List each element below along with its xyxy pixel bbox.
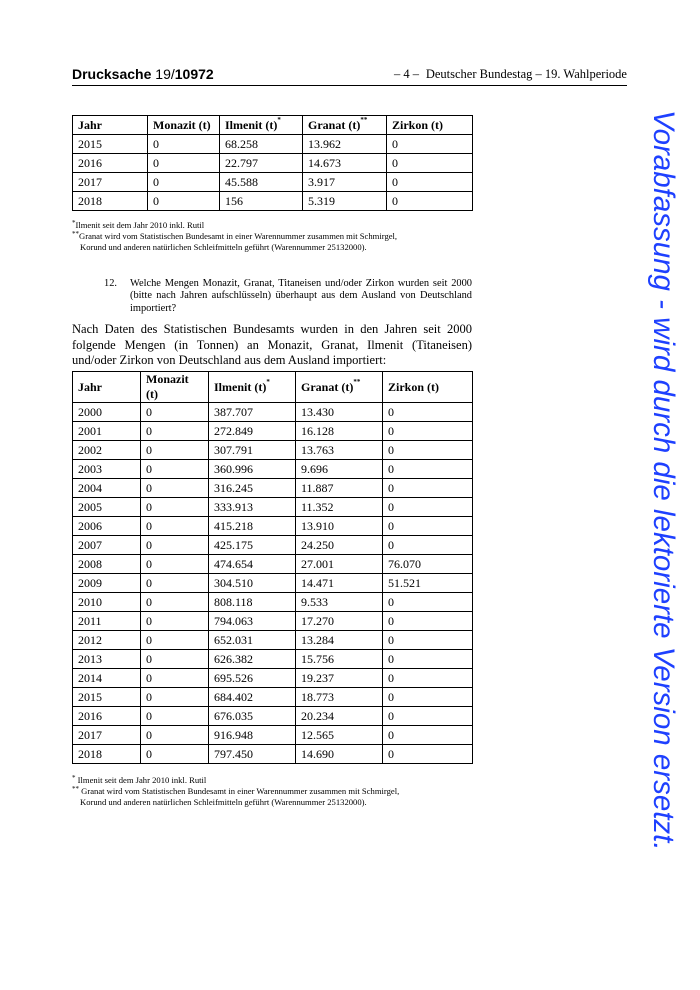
table-cell: 2016 bbox=[73, 707, 141, 726]
table-cell: 0 bbox=[141, 745, 209, 764]
table-cell: 0 bbox=[383, 707, 473, 726]
table-row bbox=[73, 707, 473, 726]
question-number: 12. bbox=[104, 278, 117, 289]
table-cell: 0 bbox=[141, 422, 209, 441]
question-text: Welche Mengen Monazit, Granat, Titaneisen und/oder Zirkon wurden seit 2000 (bitte nach Jahren aufschlüsseln) überhaupt aus dem Ausland von Deutschland importiert? bbox=[130, 278, 472, 314]
table-cell: 2000 bbox=[73, 403, 141, 422]
table-cell: 0 bbox=[141, 650, 209, 669]
footnotes-table2 bbox=[72, 775, 472, 808]
table-cell: 2004 bbox=[73, 479, 141, 498]
table-row bbox=[73, 173, 473, 192]
table-cell: 27.001 bbox=[296, 555, 383, 574]
table-row bbox=[73, 498, 473, 517]
question-12 bbox=[104, 278, 472, 315]
table-cell: 794.063 bbox=[209, 612, 296, 631]
table-cell: 0 bbox=[387, 135, 473, 154]
table-cell: 76.070 bbox=[383, 555, 473, 574]
table-cell: 0 bbox=[383, 631, 473, 650]
table-cell: 13.763 bbox=[296, 441, 383, 460]
table-cell: 0 bbox=[383, 726, 473, 745]
table-cell: 0 bbox=[383, 745, 473, 764]
table-row bbox=[73, 135, 473, 154]
table-cell: 2014 bbox=[73, 669, 141, 688]
header-rule bbox=[72, 85, 627, 86]
table-cell: 9.533 bbox=[296, 593, 383, 612]
col-zirkon: Zirkon (t) bbox=[383, 372, 473, 403]
table-cell: 0 bbox=[141, 574, 209, 593]
table-cell: 425.175 bbox=[209, 536, 296, 555]
table-cell: 22.797 bbox=[220, 154, 303, 173]
table-cell: 916.948 bbox=[209, 726, 296, 745]
footnotes-table1 bbox=[72, 220, 472, 253]
table-cell: 0 bbox=[141, 631, 209, 650]
table-cell: 0 bbox=[383, 441, 473, 460]
footnote-granat: **Granat wird vom Statistischen Bundesamt in einer Warennummer zusammen mit Schmirgel, Korund und anderen natürlichen Schleifmitteln geführt (Warennummer 25132000). bbox=[72, 230, 398, 252]
table-cell: 2008 bbox=[73, 555, 141, 574]
table-cell: 19.237 bbox=[296, 669, 383, 688]
table-row bbox=[73, 460, 473, 479]
table-cell: 0 bbox=[148, 192, 220, 211]
table-cell: 2002 bbox=[73, 441, 141, 460]
publisher: Deutscher Bundestag – 19. Wahlperiode bbox=[425, 67, 627, 81]
table-cell: 11.352 bbox=[296, 498, 383, 517]
table-cell: 2007 bbox=[73, 536, 141, 555]
table-cell: 0 bbox=[383, 688, 473, 707]
draft-watermark bbox=[647, 110, 690, 910]
table-cell: 2017 bbox=[73, 726, 141, 745]
table-cell: 5.319 bbox=[303, 192, 387, 211]
table-cell: 808.118 bbox=[209, 593, 296, 612]
table-cell: 0 bbox=[383, 479, 473, 498]
table-cell: 0 bbox=[383, 422, 473, 441]
table-cell: 304.510 bbox=[209, 574, 296, 593]
table-cell: 0 bbox=[383, 650, 473, 669]
table-cell: 0 bbox=[141, 498, 209, 517]
table-cell: 2018 bbox=[73, 192, 148, 211]
watermark-text: Vorabfassung - wird durch die lektorierte Version ersetzt. bbox=[647, 110, 680, 851]
table-cell: 0 bbox=[141, 688, 209, 707]
col-ilmenit: Ilmenit (t)* bbox=[209, 372, 296, 403]
table-cell: 0 bbox=[141, 460, 209, 479]
table-cell: 16.128 bbox=[296, 422, 383, 441]
table-cell: 272.849 bbox=[209, 422, 296, 441]
table-cell: 0 bbox=[383, 593, 473, 612]
table-cell: 0 bbox=[383, 498, 473, 517]
col-monazit: Monazit (t) bbox=[148, 116, 220, 135]
table-cell: 12.565 bbox=[296, 726, 383, 745]
table-cell: 14.690 bbox=[296, 745, 383, 764]
table-cell: 0 bbox=[387, 173, 473, 192]
table-row bbox=[73, 574, 473, 593]
table-cell: 0 bbox=[141, 612, 209, 631]
table-cell: 13.430 bbox=[296, 403, 383, 422]
col-jahr: Jahr bbox=[73, 372, 141, 403]
col-monazit: Monazit (t) bbox=[141, 372, 209, 403]
col-granat: Granat (t)** bbox=[303, 116, 387, 135]
table-row bbox=[73, 669, 473, 688]
table-cell: 0 bbox=[148, 173, 220, 192]
table-cell: 0 bbox=[141, 707, 209, 726]
footnote-granat: ** Granat wird vom Statistischen Bundesamt in einer Warennummer zusammen mit Schmirgel, Korund und anderen natürlichen Schleifmitteln geführt (Warennummer 25132000). bbox=[72, 785, 400, 807]
table-cell: 11.887 bbox=[296, 479, 383, 498]
table-row bbox=[73, 555, 473, 574]
page-header bbox=[72, 66, 627, 84]
table-cell: 14.673 bbox=[303, 154, 387, 173]
table-cell: 0 bbox=[148, 154, 220, 173]
table-cell: 15.756 bbox=[296, 650, 383, 669]
table-row bbox=[73, 441, 473, 460]
table-cell: 307.791 bbox=[209, 441, 296, 460]
table-row bbox=[73, 517, 473, 536]
doc-prefix: 19/ bbox=[155, 66, 175, 82]
table-cell: 316.245 bbox=[209, 479, 296, 498]
table-cell: 2013 bbox=[73, 650, 141, 669]
table-cell: 18.773 bbox=[296, 688, 383, 707]
table-cell: 0 bbox=[383, 517, 473, 536]
footnote-ilmenit: * Ilmenit seit dem Jahr 2010 inkl. Rutil bbox=[72, 774, 207, 785]
table-cell: 17.270 bbox=[296, 612, 383, 631]
table-row bbox=[73, 612, 473, 631]
table-cell: 0 bbox=[141, 441, 209, 460]
import-table-2015-2018 bbox=[72, 115, 473, 211]
table-cell: 2006 bbox=[73, 517, 141, 536]
table-cell: 387.707 bbox=[209, 403, 296, 422]
col-jahr: Jahr bbox=[73, 116, 148, 135]
table-cell: 0 bbox=[383, 536, 473, 555]
table-cell: 0 bbox=[141, 593, 209, 612]
table-row bbox=[73, 403, 473, 422]
table-cell: 9.696 bbox=[296, 460, 383, 479]
col-granat: Granat (t)** bbox=[296, 372, 383, 403]
document-number bbox=[72, 66, 214, 82]
table-cell: 0 bbox=[383, 403, 473, 422]
table-cell: 0 bbox=[141, 669, 209, 688]
table-cell: 0 bbox=[141, 536, 209, 555]
table-row bbox=[73, 154, 473, 173]
col-zirkon: Zirkon (t) bbox=[387, 116, 473, 135]
table-cell: 3.917 bbox=[303, 173, 387, 192]
table-cell: 156 bbox=[220, 192, 303, 211]
table-cell: 24.250 bbox=[296, 536, 383, 555]
table-cell: 0 bbox=[383, 612, 473, 631]
table-cell: 0 bbox=[387, 154, 473, 173]
table-row bbox=[73, 631, 473, 650]
table-cell: 626.382 bbox=[209, 650, 296, 669]
import-table-2000-2018 bbox=[72, 371, 473, 764]
table-cell: 695.526 bbox=[209, 669, 296, 688]
table-cell: 14.471 bbox=[296, 574, 383, 593]
table-cell: 0 bbox=[383, 669, 473, 688]
table-cell: 2015 bbox=[73, 688, 141, 707]
table-cell: 2005 bbox=[73, 498, 141, 517]
table-row bbox=[73, 422, 473, 441]
table-row bbox=[73, 726, 473, 745]
table-cell: 676.035 bbox=[209, 707, 296, 726]
page-number: – 4 – bbox=[394, 67, 419, 81]
table-cell: 51.521 bbox=[383, 574, 473, 593]
table-cell: 13.284 bbox=[296, 631, 383, 650]
table-cell: 0 bbox=[141, 555, 209, 574]
table-row bbox=[73, 479, 473, 498]
doc-number: 10972 bbox=[174, 66, 214, 82]
table-cell: 684.402 bbox=[209, 688, 296, 707]
table-cell: 474.654 bbox=[209, 555, 296, 574]
table-cell: 2016 bbox=[73, 154, 148, 173]
answer-text: Nach Daten des Statistischen Bundesamts wurden in den Jahren seit 2000 folgende Mengen (in Tonnen) an Monazit, Granat, Ilmenit (Titaneisen) und/oder Zirkon von Deutschland aus dem Ausland importiert: bbox=[72, 322, 472, 368]
table-cell: 2017 bbox=[73, 173, 148, 192]
table-cell: 2012 bbox=[73, 631, 141, 650]
table-cell: 2015 bbox=[73, 135, 148, 154]
table-cell: 333.913 bbox=[209, 498, 296, 517]
table-cell: 13.910 bbox=[296, 517, 383, 536]
table-header-row bbox=[73, 372, 473, 403]
col-ilmenit: Ilmenit (t)* bbox=[220, 116, 303, 135]
table-cell: 2003 bbox=[73, 460, 141, 479]
table-cell: 0 bbox=[141, 517, 209, 536]
table-row bbox=[73, 536, 473, 555]
table-row bbox=[73, 192, 473, 211]
table-cell: 2011 bbox=[73, 612, 141, 631]
table-row bbox=[73, 650, 473, 669]
table-cell: 2009 bbox=[73, 574, 141, 593]
table-header-row bbox=[73, 116, 473, 135]
table-cell: 68.258 bbox=[220, 135, 303, 154]
table-row bbox=[73, 593, 473, 612]
table-cell: 0 bbox=[141, 479, 209, 498]
table-cell: 0 bbox=[148, 135, 220, 154]
table-row bbox=[73, 688, 473, 707]
footnote-ilmenit: *Ilmenit seit dem Jahr 2010 inkl. Rutil bbox=[72, 219, 205, 230]
table-cell: 20.234 bbox=[296, 707, 383, 726]
table-cell: 0 bbox=[387, 192, 473, 211]
table-cell: 0 bbox=[141, 403, 209, 422]
table-cell: 415.218 bbox=[209, 517, 296, 536]
table-cell: 360.996 bbox=[209, 460, 296, 479]
table-cell: 2018 bbox=[73, 745, 141, 764]
table-cell: 0 bbox=[141, 726, 209, 745]
doc-label: Drucksache bbox=[72, 66, 152, 82]
table-cell: 0 bbox=[383, 460, 473, 479]
table-cell: 652.031 bbox=[209, 631, 296, 650]
table-cell: 13.962 bbox=[303, 135, 387, 154]
table-cell: 2010 bbox=[73, 593, 141, 612]
table-cell: 45.588 bbox=[220, 173, 303, 192]
table-row bbox=[73, 745, 473, 764]
table-cell: 797.450 bbox=[209, 745, 296, 764]
table-cell: 2001 bbox=[73, 422, 141, 441]
